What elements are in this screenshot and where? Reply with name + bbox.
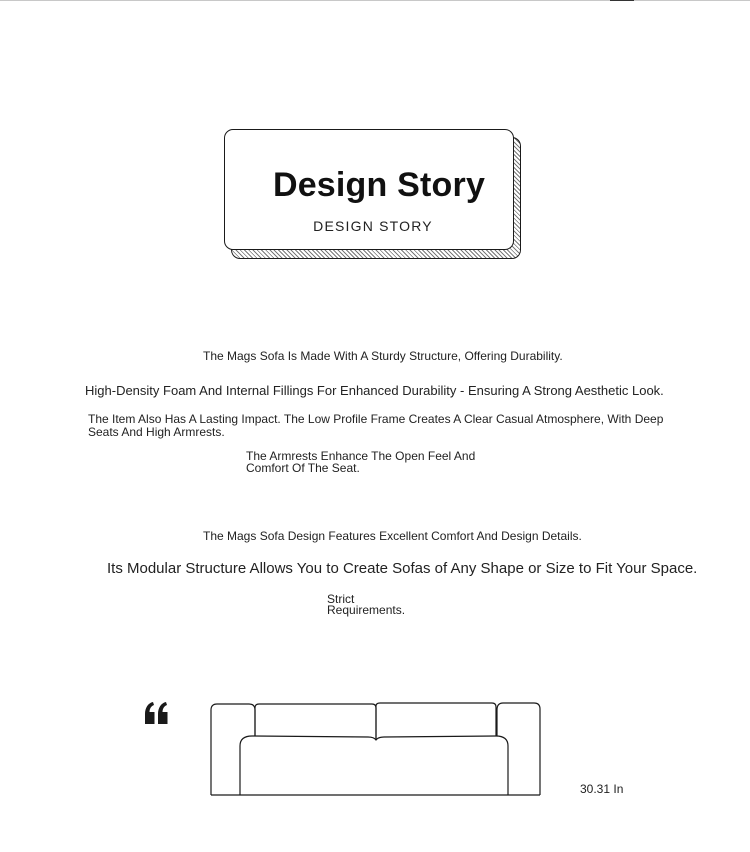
- story-line-1: The Mags Sofa Is Made With A Sturdy Structure, Offering Durability.: [203, 349, 563, 363]
- section-subtitle: DESIGN STORY: [313, 218, 433, 234]
- story-line-6: Its Modular Structure Allows You to Create Sofas of Any Shape or Size to Fit Your Space.: [107, 560, 698, 577]
- top-divider-accent: [610, 0, 634, 1]
- section-title: Design Story: [272, 166, 486, 204]
- story-line-5: The Mags Sofa Design Features Excellent Comfort And Design Details.: [203, 529, 582, 543]
- story-line-7: Strict Requirements.: [327, 592, 406, 617]
- dimension-label: 30.31 In: [580, 782, 624, 796]
- story-line-3: The Item Also Has A Lasting Impact. The Low Profile Frame Creates A Clear Casual Atmosphere, With Deep Seats And High Armrests.: [88, 412, 664, 439]
- sofa-icon: [208, 700, 544, 800]
- title-card: [224, 129, 514, 250]
- quote-icon: [144, 701, 170, 725]
- top-divider: [0, 0, 750, 1]
- story-line-2: High-Density Foam And Internal Fillings For Enhanced Durability - Ensuring A Strong Aesthetic Look.: [85, 383, 664, 398]
- story-line-4: The Armrests Enhance The Open Feel And Comfort Of The Seat.: [246, 449, 476, 475]
